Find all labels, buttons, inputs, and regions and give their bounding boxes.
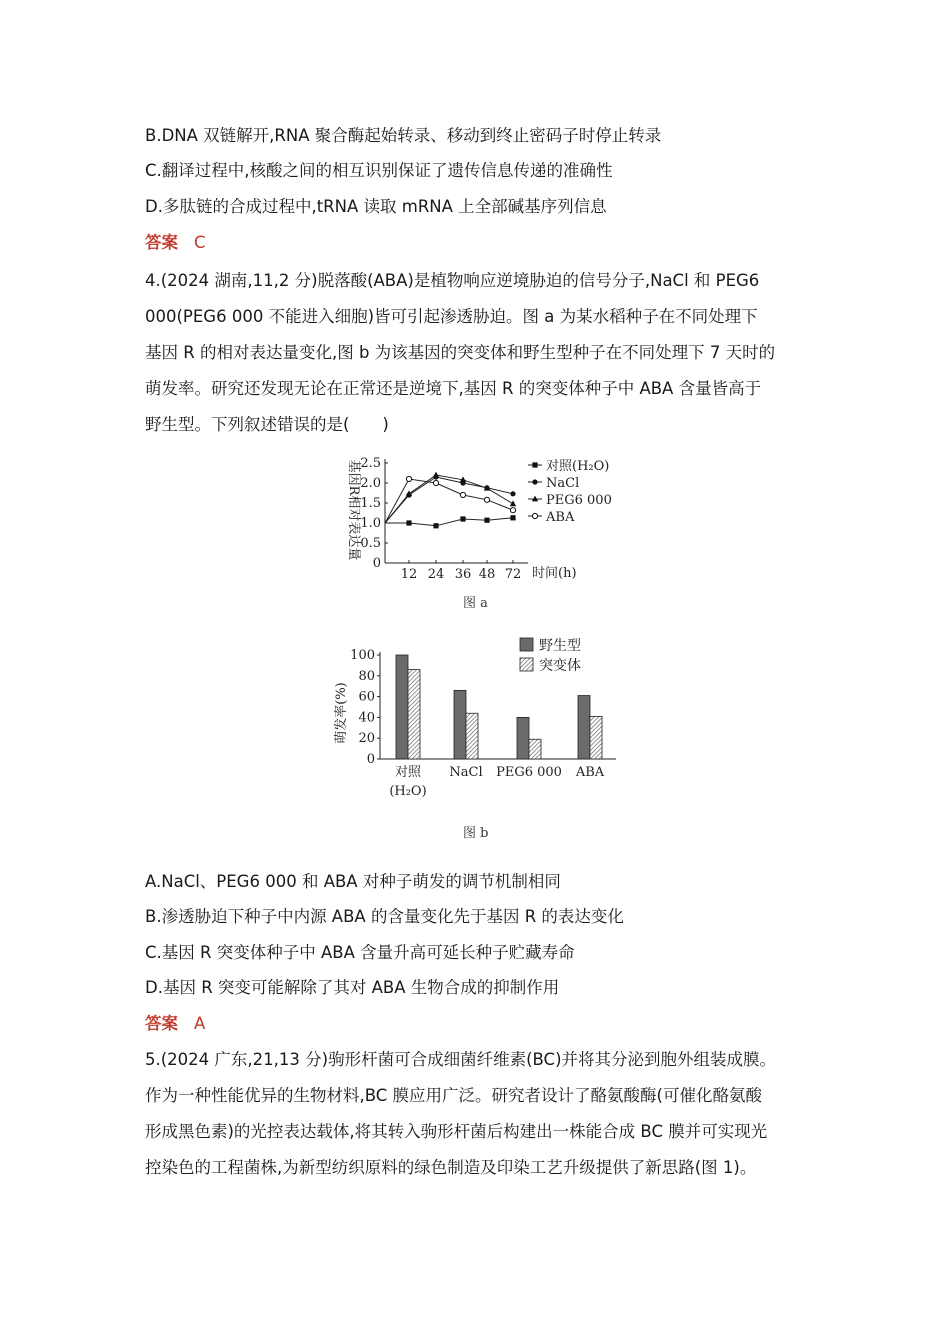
- figure-a-series-triangle-point: [510, 500, 516, 506]
- figure-a-line-chart: [330, 445, 630, 590]
- q4-option-a: A.NaCl、PEG6 000 和 ABA 对种子萌发的调节机制相同: [145, 872, 561, 891]
- prev-answer-label: 答案: [145, 233, 178, 252]
- q4-stem-line: 000(PEG6 000 不能进入细胞)皆可引起渗透胁迫。图 a 为某水稻种子在不同处理下: [145, 307, 758, 326]
- figure-b-bar-wild-type: [517, 717, 529, 759]
- q4-stem-line: 萌发率。研究还发现无论在正常还是逆境下,基因 R 的突变体种子中 ABA 含量皆高于: [145, 379, 762, 398]
- figure-b-bar-wild-type: [396, 655, 408, 759]
- figure-a-series-circle-point: [484, 497, 489, 502]
- figure-b-legend-label: 突变体: [539, 658, 581, 674]
- figure-a-y-tick-label: 1.0: [360, 516, 381, 531]
- figure-a-series-square-line: [385, 518, 513, 526]
- figure-a-y-tick-label: 0: [372, 556, 381, 571]
- figure-a-series-triangle-line: [385, 475, 513, 523]
- q4-stem-line: 野生型。下列叙述错误的是( ): [145, 415, 389, 434]
- figure-a-series-square-point: [406, 520, 411, 525]
- figure-b-bar-wild-type: [454, 690, 466, 759]
- figure-a-y-tick-label: 2.0: [360, 476, 381, 491]
- q4-answer-value: A: [194, 1014, 206, 1033]
- figure-a-y-tick-label: 2.5: [360, 456, 381, 471]
- q5-stem-line: 形成黑色素)的光控表达载体,将其转入驹形杆菌后构建出一株能合成 BC 膜并可实现光: [145, 1122, 768, 1141]
- prev-option-b: B.DNA 双链解开,RNA 聚合酶起始转录、移动到终止密码子时停止转录: [145, 126, 662, 145]
- figure-b-legend-swatch: [520, 658, 533, 671]
- figure-a-series-circle-point: [406, 476, 411, 481]
- figure-b-x-tick-label-sub: (H₂O): [389, 784, 427, 799]
- figure-b-bar-wild-type: [578, 696, 590, 759]
- figure-a-legend-marker: [532, 462, 537, 467]
- figure-b-caption: 图 b: [463, 826, 489, 841]
- q5-stem-line: 5.(2024 广东,21,13 分)驹形杆菌可合成细菌纤维素(BC)并将其分泌到胞外组装成膜。: [145, 1050, 777, 1069]
- q4-stem-line: 基因 R 的相对表达量变化,图 b 为该基因的突变体和野生型种子在不同处理下 7 天时的: [145, 343, 776, 362]
- q4-stem: [145, 263, 805, 443]
- figure-b-x-tick-label: PEG6 000: [496, 765, 562, 780]
- figure-a-series-square-point: [433, 523, 438, 528]
- figure-a-x-axis-label: 时间(h): [532, 566, 577, 581]
- figure-b-legend-label: 野生型: [539, 638, 581, 654]
- figure-a-y-axis-label: 基因R相对表达量: [346, 459, 361, 561]
- figure-a-caption: 图 a: [463, 596, 488, 611]
- figure-b-bar-mutant: [590, 716, 602, 759]
- figure-b-x-tick-label: ABA: [575, 765, 605, 780]
- q4-answer: [145, 1013, 205, 1035]
- figure-a-x-tick-label: 36: [454, 567, 472, 582]
- figure-a-series-circle-point: [510, 508, 515, 513]
- figure-a-y-tick-label: 0.5: [360, 536, 381, 551]
- q4-option-b: B.渗透胁迫下种子中内源 ABA 的含量变化先于基因 R 的表达变化: [145, 907, 624, 926]
- figure-b-x-tick-label: 对照: [394, 765, 422, 780]
- figure-b-y-tick-label: 100: [350, 648, 375, 663]
- figure-b-y-tick-label: 60: [358, 689, 375, 705]
- figure-a-legend-label: NaCl: [546, 476, 580, 491]
- figure-a-series-circle-point: [460, 492, 465, 497]
- figure-b-bar-mutant: [408, 670, 420, 759]
- figure-b-y-axis-label: 萌发率(%): [334, 682, 349, 744]
- figure-b-y-tick-label: 80: [358, 668, 375, 684]
- figure-b-y-tick-label: 40: [358, 710, 375, 726]
- figure-b-legend-swatch: [520, 638, 533, 651]
- figure-b-y-tick-label: 0: [366, 752, 375, 767]
- figure-b-x-tick-label: NaCl: [449, 765, 483, 780]
- figure-a-x-tick-label: 48: [478, 567, 496, 582]
- figure-a-legend-marker: [532, 479, 537, 484]
- figure-a-x-tick-label: 12: [400, 567, 418, 582]
- q4-answer-label: 答案: [145, 1014, 178, 1033]
- figure-b-bar-mutant: [529, 739, 541, 759]
- figure-a-series-square-point: [484, 518, 489, 523]
- prev-option-c: C.翻译过程中,核酸之间的相互识别保证了遗传信息传递的准确性: [145, 161, 613, 180]
- q5-stem-line: 控染色的工程菌株,为新型纺织原料的绿色制造及印染工艺升级提供了新思路(图 1)。: [145, 1158, 757, 1177]
- q4-option-d: D.基因 R 突变可能解除了其对 ABA 生物合成的抑制作用: [145, 978, 560, 997]
- prev-answer: [145, 232, 206, 254]
- figure-a-series-square-point: [510, 515, 515, 520]
- figure-a-y-tick-label: 1.5: [360, 496, 381, 511]
- figure-a-series-dot-point: [510, 491, 515, 496]
- q4-stem-line: 4.(2024 湖南,11,2 分)脱落酸(ABA)是植物响应逆境胁迫的信号分子,NaCl 和 PEG6: [145, 271, 760, 290]
- prev-option-d: D.多肽链的合成过程中,tRNA 读取 mRNA 上全部碱基序列信息: [145, 197, 607, 216]
- figure-b-y-tick-label: 20: [358, 731, 375, 747]
- prev-answer-value: C: [194, 233, 206, 252]
- figure-a-legend-marker: [532, 513, 537, 518]
- figure-a-legend-label: 对照(H₂O): [546, 459, 610, 474]
- figure-b-bar-chart: [320, 630, 640, 815]
- figure-a-series-triangle-point: [433, 472, 439, 478]
- q5-stem: [145, 1042, 805, 1186]
- q5-stem-line: 作为一种性能优异的生物材料,BC 膜应用广泛。研究者设计了酪氨酸酶(可催化酪氨酸: [145, 1086, 762, 1105]
- figure-a-x-tick-label: 24: [427, 567, 445, 582]
- figure-a-series-square-point: [460, 516, 465, 521]
- figure-a-x-tick-label: 72: [504, 567, 522, 582]
- figure-a-legend-label: ABA: [546, 510, 575, 525]
- q4-option-c: C.基因 R 突变体种子中 ABA 含量升高可延长种子贮藏寿命: [145, 943, 575, 962]
- figure-a-legend-label: PEG6 000: [546, 493, 612, 508]
- figure-b-bar-mutant: [466, 713, 478, 759]
- figure-a-series-circle-point: [433, 480, 438, 485]
